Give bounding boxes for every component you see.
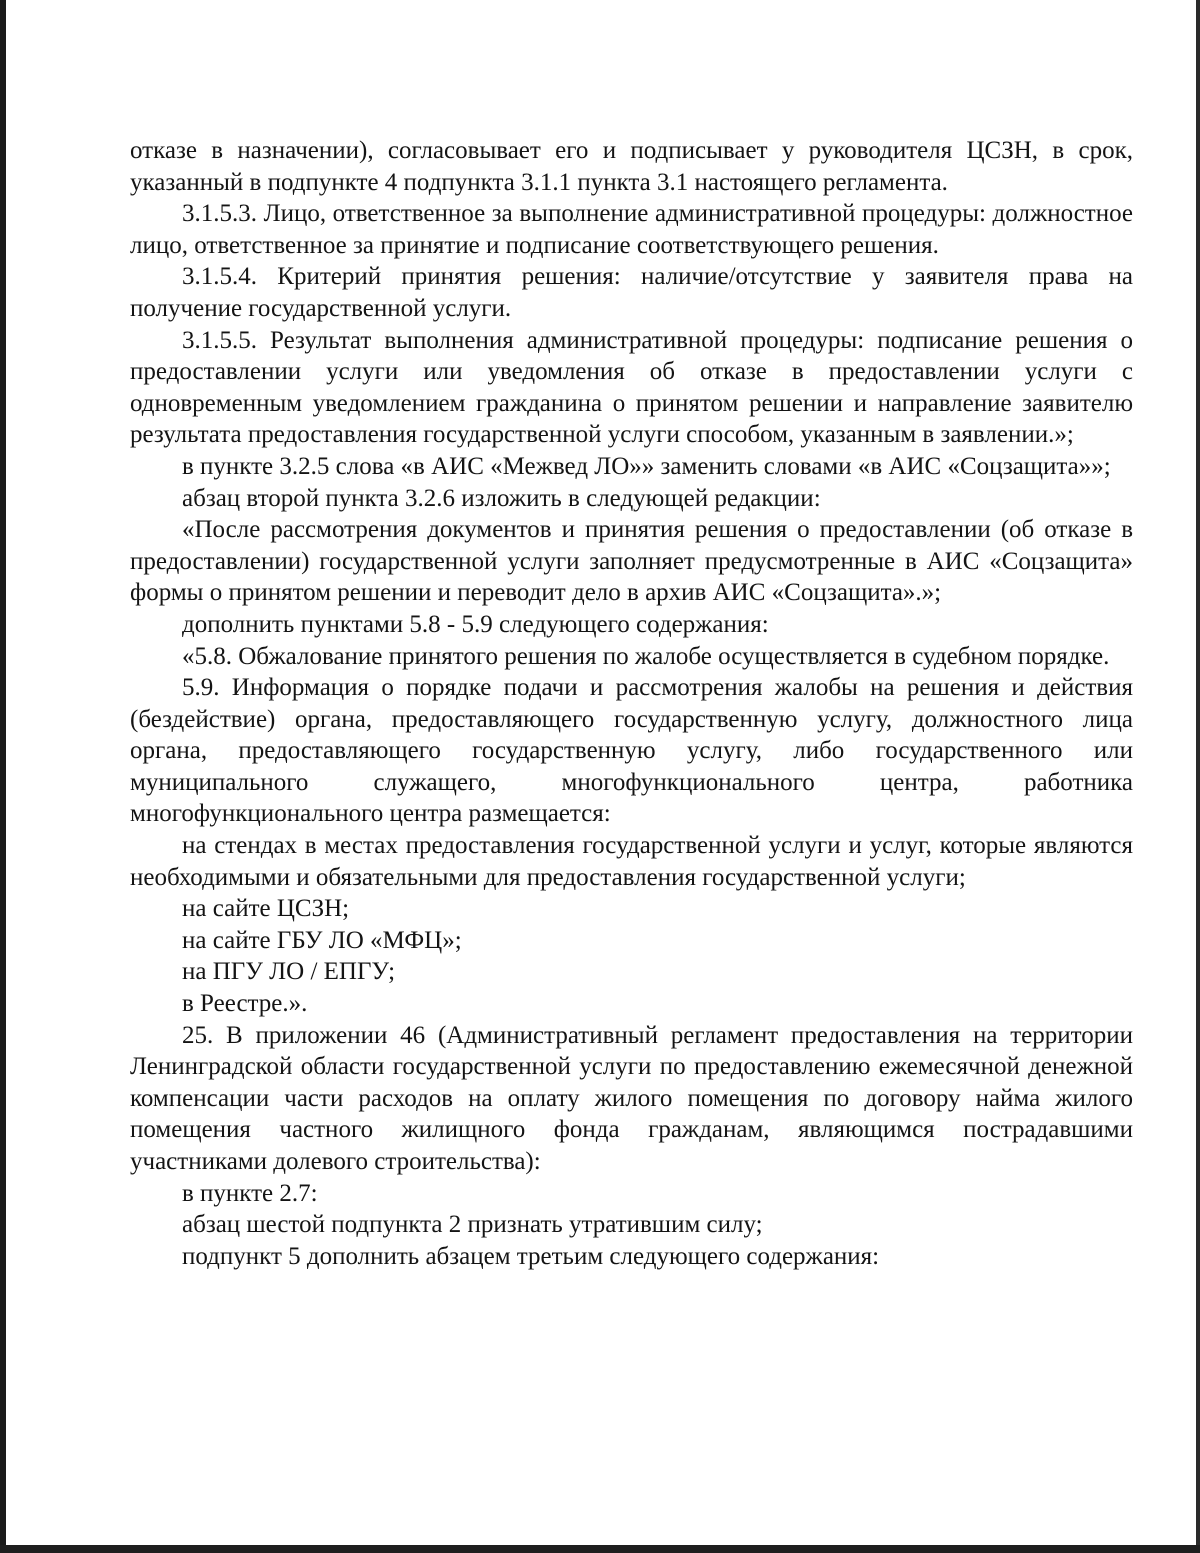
paragraph: на сайте ГБУ ЛО «МФЦ»; xyxy=(182,926,462,954)
paragraph: в пункте 2.7: xyxy=(182,1179,318,1207)
paragraph: 3.1.5.4. Критерий принятия решения: наличие/отсутствие у заявителя права на получение государственной услуги. xyxy=(130,263,1133,322)
paragraph: в Реестре.». xyxy=(182,990,308,1018)
scan-border-right xyxy=(1196,0,1200,1553)
paragraph: подпункт 5 дополнить абзацем третьим следующего содержания: xyxy=(182,1242,880,1270)
paragraph: на ПГУ ЛО / ЕПГУ; xyxy=(182,958,396,986)
paragraph: 3.1.5.3. Лицо, ответственное за выполнение административной процедуры: должностное лицо, ответственное за принятие и подписание соответствующего решения. xyxy=(130,200,1133,259)
paragraph: на стендах в местах предоставления государственной услуги и услуг, которые являются необходимыми и обязательными для предоставления государственной услуги; xyxy=(130,832,1133,891)
paragraph: абзац шестой подпункта 2 признать утратившим силу; xyxy=(182,1211,763,1239)
paragraph: отказе в назначении), согласовывает его и подписывает у руководителя ЦСЗН, в срок, указанный в подпункте 4 подпункта 3.1.1 пункта 3.1 настоящего регламента. xyxy=(130,137,1133,196)
paragraph: «5.8. Обжалование принятого решения по жалобе осуществляется в судебном порядке. xyxy=(182,642,1110,670)
scan-border-left xyxy=(0,0,6,1553)
paragraph: на сайте ЦСЗН; xyxy=(182,895,350,923)
paragraph: дополнить пунктами 5.8 - 5.9 следующего содержания: xyxy=(182,610,769,638)
paragraph: в пункте 3.2.5 слова «в АИС «Межвед ЛО»» заменить словами «в АИС «Соцзащита»»; xyxy=(182,452,1111,480)
document-body xyxy=(130,135,1133,1272)
paragraph: «После рассмотрения документов и принятия решения о предоставлении (об отказе в предоставлении) государственной услуги заполняет предусмотренные в АИС «Соцзащита» формы о принятом решении и переводит дело в архив АИС «Соцзащита».»; xyxy=(130,516,1133,607)
paragraph: абзац второй пункта 3.2.6 изложить в следующей редакции: xyxy=(182,484,821,512)
paragraph: 3.1.5.5. Результат выполнения административной процедуры: подписание решения о предоставлении услуги или уведомления об отказе в предоставлении услуги с одновременным уведомлением гражданина о принятом решении и направление заявителю результата предоставления государственной услуги способом, указанным в заявлении.»; xyxy=(130,326,1133,449)
paragraph: 25. В приложении 46 (Административный регламент предоставления на территории Ленинградской области государственной услуги по предоставлению ежемесячной денежной компенсации части расходов на оплату жилого помещения по договору найма жилого помещения частного жилищного фонда гражданам, являющимся пострадавшими участниками долевого строительства): xyxy=(130,1021,1133,1175)
scan-border-bottom xyxy=(0,1545,1200,1553)
paragraph: 5.9. Информация о порядке подачи и рассмотрения жалобы на решения и действия (бездействие) органа, предоставляющего государственную услугу, должностного лица органа, предоставляющего государственную услугу, либо государственного или муниципального служащего, многофункционального центра, работника многофункционального центра размещается: xyxy=(130,674,1133,828)
